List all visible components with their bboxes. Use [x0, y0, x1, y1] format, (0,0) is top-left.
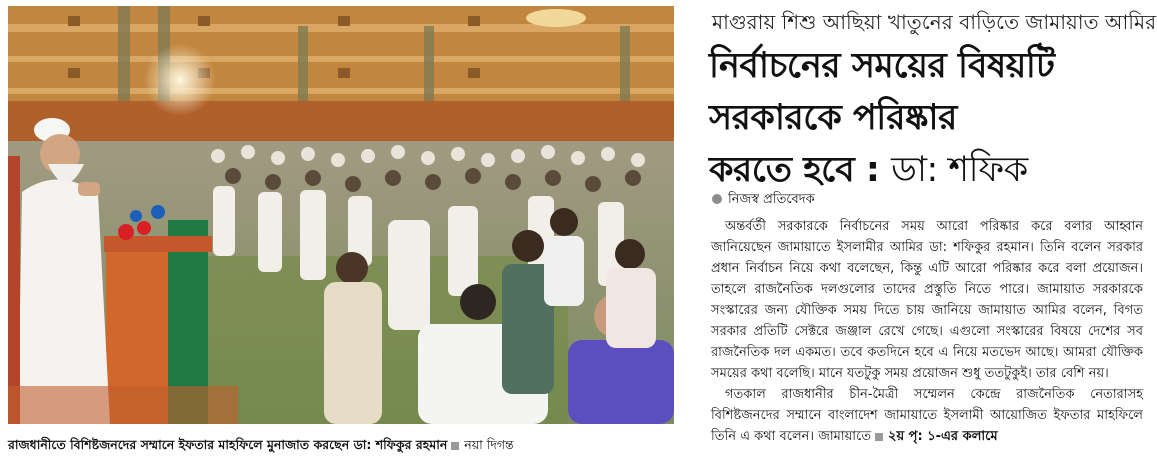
article-paragraph-2-text: গতকাল রাজধানীর চীন-মৈত্রী সম্মেলন কেন্দ্রে রাজনৈতিক নেতারাসহ বিশিষ্টজনদের সম্মানে বাংলাদেশ জামায়াতে ইসলামী আয়োজিত ইফতার মাহফিলে তিনি এ কথা বলেন। জামায়াতে — [711, 387, 1143, 444]
headline-line-2: সরকারকে পরিষ্কার — [709, 98, 957, 138]
article-paragraph-2 — [711, 384, 1143, 447]
headline-separator: : — [854, 150, 892, 190]
byline-text: নিজস্ব প্রতিবেদক — [728, 192, 815, 207]
photo-caption — [8, 437, 514, 457]
caption-separator-square — [451, 442, 459, 450]
byline-bullet-icon — [712, 194, 722, 204]
caption-text: রাজধানীতে বিশিষ্টজনদের সম্মানে ইফতার মাহফিলে মুনাজাত করছেন ডা: শফিকুর রহমান — [8, 437, 448, 452]
article-body — [711, 216, 1143, 447]
headline-speaker: ডা: শফিক — [891, 150, 1028, 190]
iftar-gathering-illustration — [8, 6, 674, 424]
continued-on-link[interactable]: ২য় পৃ: ১-এর কলামে — [888, 429, 998, 444]
jump-separator-square — [875, 433, 883, 441]
article-kicker: মাগুরায় শিশু আছিয়া খাতুনের বাড়িতে জামায়াত আমির — [712, 10, 1157, 34]
article-paragraph-1: অন্তর্বর্তী সরকারকে নির্বাচনের সময় আরো পরিষ্কার করে বলার আহ্বান জানিয়েছেন জামায়াতে ইসলামীর আমির ডা: শফিকুর রহমান। তিনি বলেন সরকার প্রধান নির্বাচন নিয়ে কথা বলেছেন, কিন্তু এটি আরো পরিষ্কার করে বলা প্রয়োজন। তাহলে রাজনৈতিক দলগুলোর তাদের প্রস্তুতি নিতে পারে। জামায়াত সরকারকে সংস্কারের জন্য যৌক্তিক সময় দিতে চায় জানিয়ে জামায়াত আমির বলেন, বিগত সরকার প্রতিটি সেক্টরে জঞ্জাল রেখে গেছে। এগুলো সংস্কারের বিষয়ে দেশের সব রাজনৈতিক দল একমত। তবে কতদিনে হবে এ নিয়ে মতভেদ আছে। আমরা যৌক্তিক সময়ের কথা বলেছি। মানে যতটুকু সময় প্রয়োজন শুধু ততটুকুই। তার বেশি নয়। — [711, 219, 1143, 381]
headline-line-1: নির্বাচনের সময়ের বিষয়টি — [709, 46, 1055, 86]
byline — [712, 190, 815, 211]
caption-source: নয়া দিগন্ত — [464, 437, 514, 452]
headline-line-3 — [709, 144, 1054, 196]
news-photo — [8, 6, 674, 424]
article-headline — [709, 40, 1054, 196]
headline-line-3-text: করতে হবে — [709, 150, 855, 190]
